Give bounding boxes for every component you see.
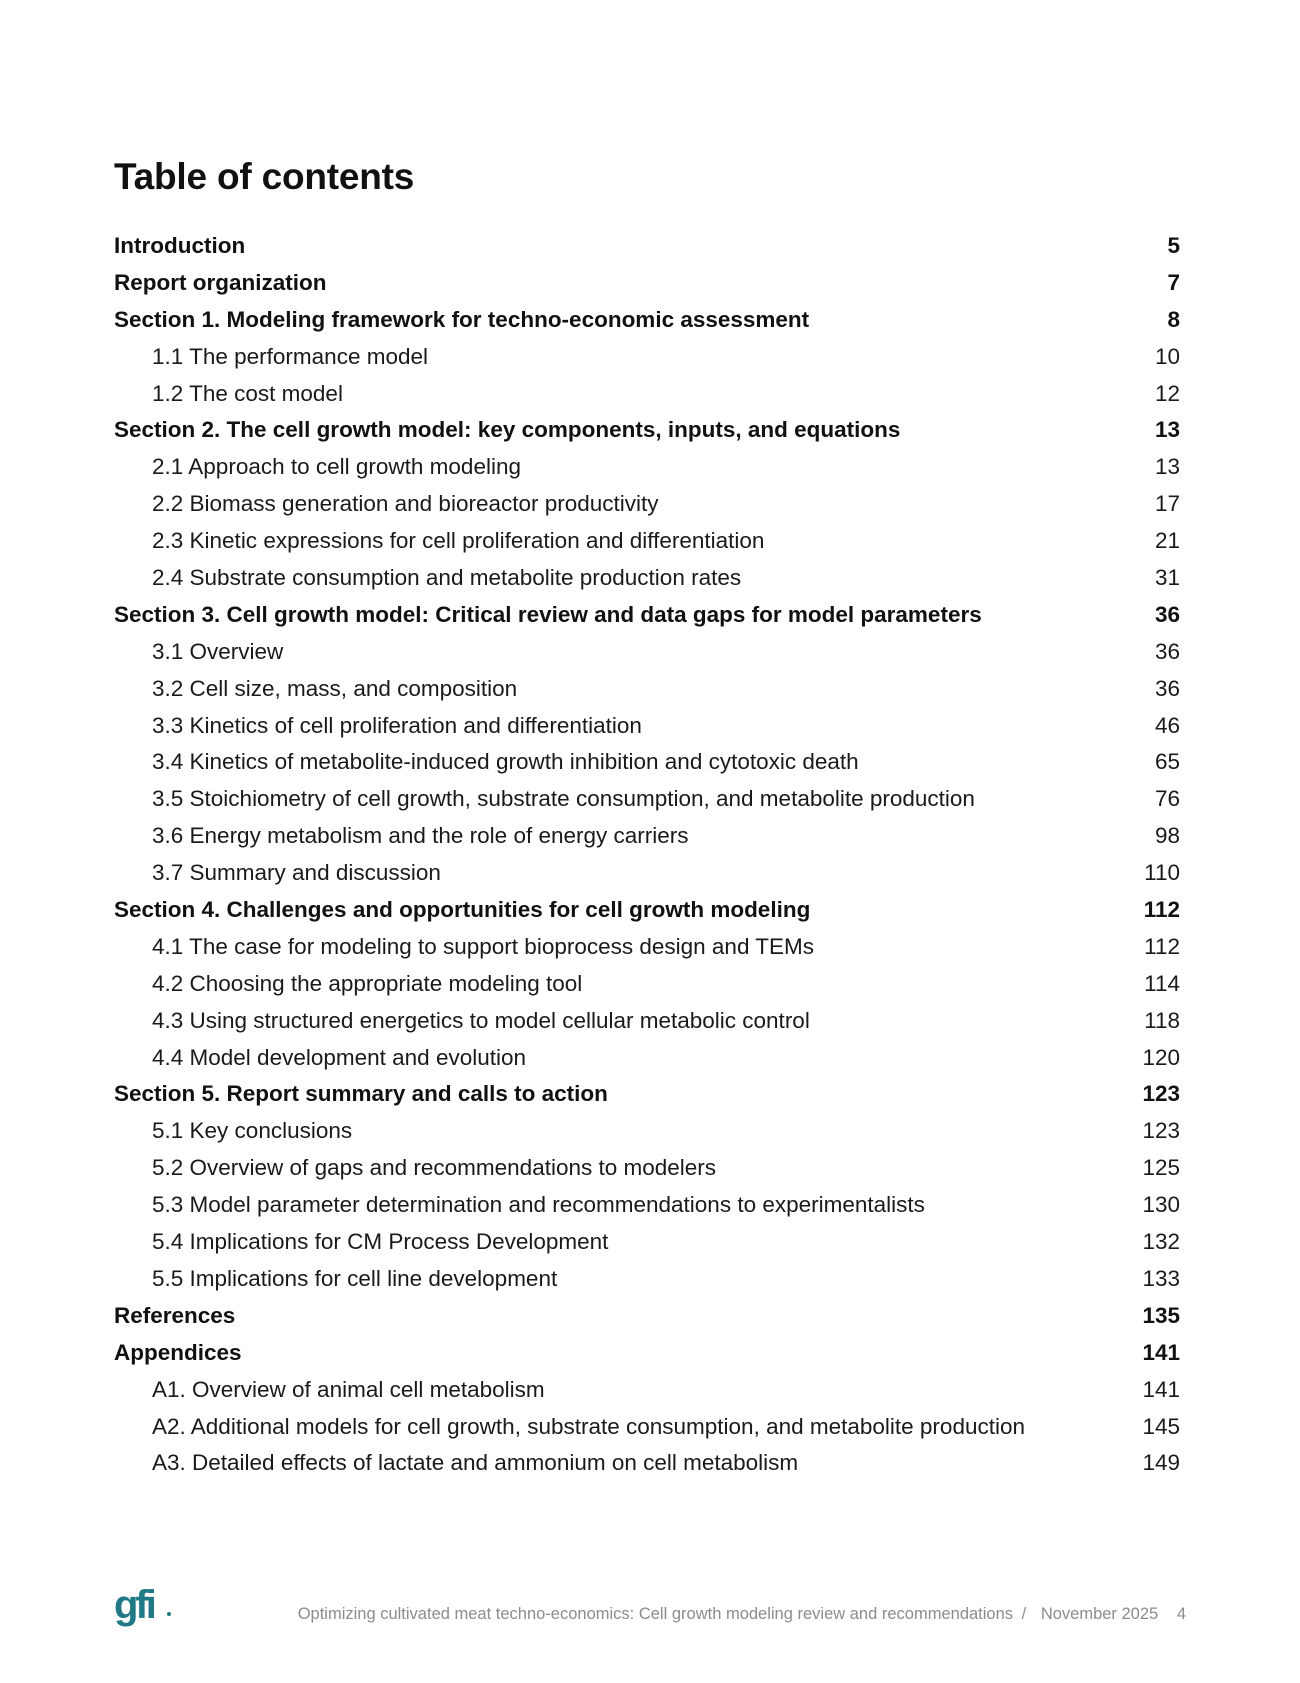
toc-entry-label: Section 3. Cell growth model: Critical review and data gaps for model parameters — [114, 601, 982, 627]
footer — [298, 1605, 1186, 1624]
toc-entry-label: 1.1 The performance model — [152, 343, 428, 369]
toc-entry-page: 76 — [1154, 786, 1180, 812]
toc-subsection-entry[interactable] — [114, 744, 1180, 781]
toc-subsection-entry[interactable] — [114, 486, 1180, 523]
toc-entry-page: 5 — [1167, 233, 1180, 258]
toc-entry-label: 3.2 Cell size, mass, and composition — [152, 675, 518, 701]
footer-date: November 2025 — [1040, 1605, 1159, 1623]
toc-entry-label: 3.7 Summary and discussion — [152, 860, 441, 886]
toc-section-entry[interactable] — [114, 597, 1180, 634]
toc-entry-page: 8 — [1167, 306, 1180, 332]
toc-entry-page: 13 — [1154, 454, 1180, 480]
toc-entry-label: A3. Detailed effects of lactate and ammonium on cell metabolism — [152, 1450, 799, 1476]
toc-section-entry[interactable] — [114, 412, 1180, 449]
toc-subsection-entry[interactable] — [114, 1261, 1180, 1298]
toc-section-entry[interactable] — [114, 228, 1180, 265]
toc-subsection-entry[interactable] — [114, 339, 1180, 376]
toc-subsection-entry[interactable] — [114, 818, 1180, 855]
toc-entry-page: 118 — [1144, 1007, 1180, 1033]
toc-entry-label: A2. Additional models for cell growth, substrate consumption, and metabolite production — [152, 1413, 1025, 1439]
toc-entry-label: Section 4. Challenges and opportunities for cell growth modeling — [114, 897, 811, 923]
toc-subsection-entry[interactable] — [114, 449, 1180, 486]
toc-entry-label: 1.2 The cost model — [152, 380, 343, 406]
toc-section-entry[interactable] — [114, 1298, 1180, 1335]
toc-entry-page: 110 — [1144, 860, 1180, 886]
toc-entry-page: 10 — [1154, 343, 1180, 369]
toc-entry-page: 125 — [1142, 1155, 1180, 1181]
logo-dot — [167, 1612, 171, 1616]
toc-entry-label: 5.5 Implications for cell line development — [152, 1265, 558, 1291]
toc-entry-label: 5.4 Implications for CM Process Development — [152, 1229, 609, 1255]
toc-subsection-entry[interactable] — [114, 1224, 1180, 1261]
toc-entry-page: 46 — [1154, 712, 1180, 738]
toc-section-entry[interactable] — [114, 265, 1180, 302]
toc-entry-label: 5.2 Overview of gaps and recommendations to modelers — [152, 1155, 717, 1181]
toc-entry-page: 36 — [1154, 675, 1180, 701]
toc-entry-label: Appendices — [114, 1339, 242, 1365]
toc-entry-label: 4.4 Model development and evolution — [152, 1044, 527, 1070]
footer-document-title: Optimizing cultivated meat techno-economics: Cell growth modeling review and recommendations — [297, 1605, 1014, 1623]
toc-entry-page: 130 — [1142, 1192, 1180, 1218]
toc-entry-label: 4.1 The case for modeling to support bioprocess design and TEMs — [152, 933, 815, 959]
toc-entry-page: 21 — [1154, 528, 1180, 554]
toc-subsection-entry[interactable] — [114, 376, 1180, 413]
toc-entry-page: 133 — [1142, 1265, 1180, 1291]
toc-subsection-entry[interactable] — [114, 1040, 1180, 1077]
toc-entry-page: 120 — [1142, 1044, 1180, 1070]
toc-entry-page: 132 — [1142, 1229, 1180, 1255]
toc-entry-label: Report organization — [114, 269, 327, 295]
toc-entry-page: 141 — [1142, 1376, 1180, 1402]
toc-entry-label: 4.2 Choosing the appropriate modeling tool — [152, 970, 583, 996]
toc-subsection-entry[interactable] — [114, 560, 1180, 597]
toc-entry-page: 112 — [1144, 933, 1180, 959]
toc-entry-label: 2.2 Biomass generation and bioreactor productivity — [152, 491, 659, 517]
toc-entry-page: 112 — [1143, 897, 1180, 923]
toc-entry-page: 36 — [1154, 601, 1180, 627]
toc-section-entry[interactable] — [114, 1076, 1180, 1113]
toc-subsection-entry[interactable] — [114, 634, 1180, 671]
toc-subsection-entry[interactable] — [114, 1372, 1180, 1409]
toc-entry-page: 36 — [1154, 638, 1180, 664]
toc-entry-label: Section 2. The cell growth model: key components, inputs, and equations — [114, 417, 901, 443]
toc-entry-page: 135 — [1142, 1302, 1180, 1328]
toc-entry-page: 114 — [1144, 970, 1180, 996]
toc-subsection-entry[interactable] — [114, 1003, 1180, 1040]
toc-entry-page: 17 — [1154, 491, 1180, 517]
toc-subsection-entry[interactable] — [114, 1113, 1180, 1150]
toc-entry-label: 3.5 Stoichiometry of cell growth, substrate consumption, and metabolite production — [152, 786, 975, 812]
toc-entry-label: Section 1. Modeling framework for techno-economic assessment — [114, 306, 810, 332]
toc-entry-page: 12 — [1154, 380, 1180, 406]
toc-subsection-entry[interactable] — [114, 1445, 1180, 1482]
toc-entry-label: 2.4 Substrate consumption and metabolite production rates — [152, 565, 742, 591]
toc-entry-label: References — [114, 1302, 236, 1328]
toc-subsection-entry[interactable] — [114, 966, 1180, 1003]
gfi-logo — [112, 1578, 174, 1640]
toc-subsection-entry[interactable] — [114, 671, 1180, 708]
toc-entry-page: 145 — [1142, 1413, 1180, 1439]
toc-entry-label: 5.1 Key conclusions — [152, 1118, 353, 1144]
toc-entry-label: 4.3 Using structured energetics to model cellular metabolic control — [152, 1007, 810, 1033]
toc-subsection-entry[interactable] — [114, 855, 1180, 892]
toc-entry-page: 31 — [1154, 565, 1180, 591]
page-title: Table of contents — [114, 156, 415, 197]
toc-subsection-entry[interactable] — [114, 1187, 1180, 1224]
toc-subsection-entry[interactable] — [114, 523, 1180, 560]
toc-entry-label: 2.1 Approach to cell growth modeling — [152, 454, 521, 480]
toc-entry-label: 5.3 Model parameter determination and recommendations to experimentalists — [152, 1192, 925, 1218]
toc-subsection-entry[interactable] — [114, 929, 1180, 966]
toc-entry-label: 2.3 Kinetic expressions for cell proliferation and differentiation — [152, 528, 765, 554]
toc-subsection-entry[interactable] — [114, 708, 1180, 745]
toc-entry-label: A1. Overview of animal cell metabolism — [152, 1376, 545, 1402]
toc-section-entry[interactable] — [114, 302, 1180, 339]
toc-entry-page: 7 — [1167, 269, 1180, 295]
toc-entry-page: 141 — [1142, 1339, 1180, 1365]
footer-separator: / — [1021, 1605, 1027, 1623]
gfi-logo-text: gfi — [114, 1583, 154, 1627]
toc-subsection-entry[interactable] — [114, 1409, 1180, 1446]
toc-entry-label: Introduction — [114, 233, 246, 258]
toc-section-entry[interactable] — [114, 892, 1180, 929]
toc-entry-page: 123 — [1142, 1081, 1180, 1107]
toc-entry-page: 123 — [1142, 1118, 1180, 1144]
toc-subsection-entry[interactable] — [114, 1150, 1180, 1187]
toc-entry-page: 149 — [1142, 1450, 1180, 1476]
toc-entry-page: 13 — [1154, 417, 1180, 443]
toc-entry-label: Section 5. Report summary and calls to action — [114, 1081, 608, 1107]
toc-entry-page: 98 — [1154, 823, 1180, 849]
toc-entry-label: 3.4 Kinetics of metabolite-induced growth inhibition and cytotoxic death — [152, 749, 859, 775]
toc-entry-page: 65 — [1154, 749, 1180, 775]
toc-section-entry[interactable] — [114, 1335, 1180, 1372]
toc-entry-label: 3.3 Kinetics of cell proliferation and differentiation — [152, 712, 642, 738]
table-of-contents — [114, 228, 1180, 1482]
footer-page-number: 4 — [1176, 1605, 1186, 1623]
toc-entry-label: 3.1 Overview — [152, 638, 284, 664]
toc-entry-label: 3.6 Energy metabolism and the role of energy carriers — [152, 823, 689, 849]
toc-subsection-entry[interactable] — [114, 781, 1180, 818]
